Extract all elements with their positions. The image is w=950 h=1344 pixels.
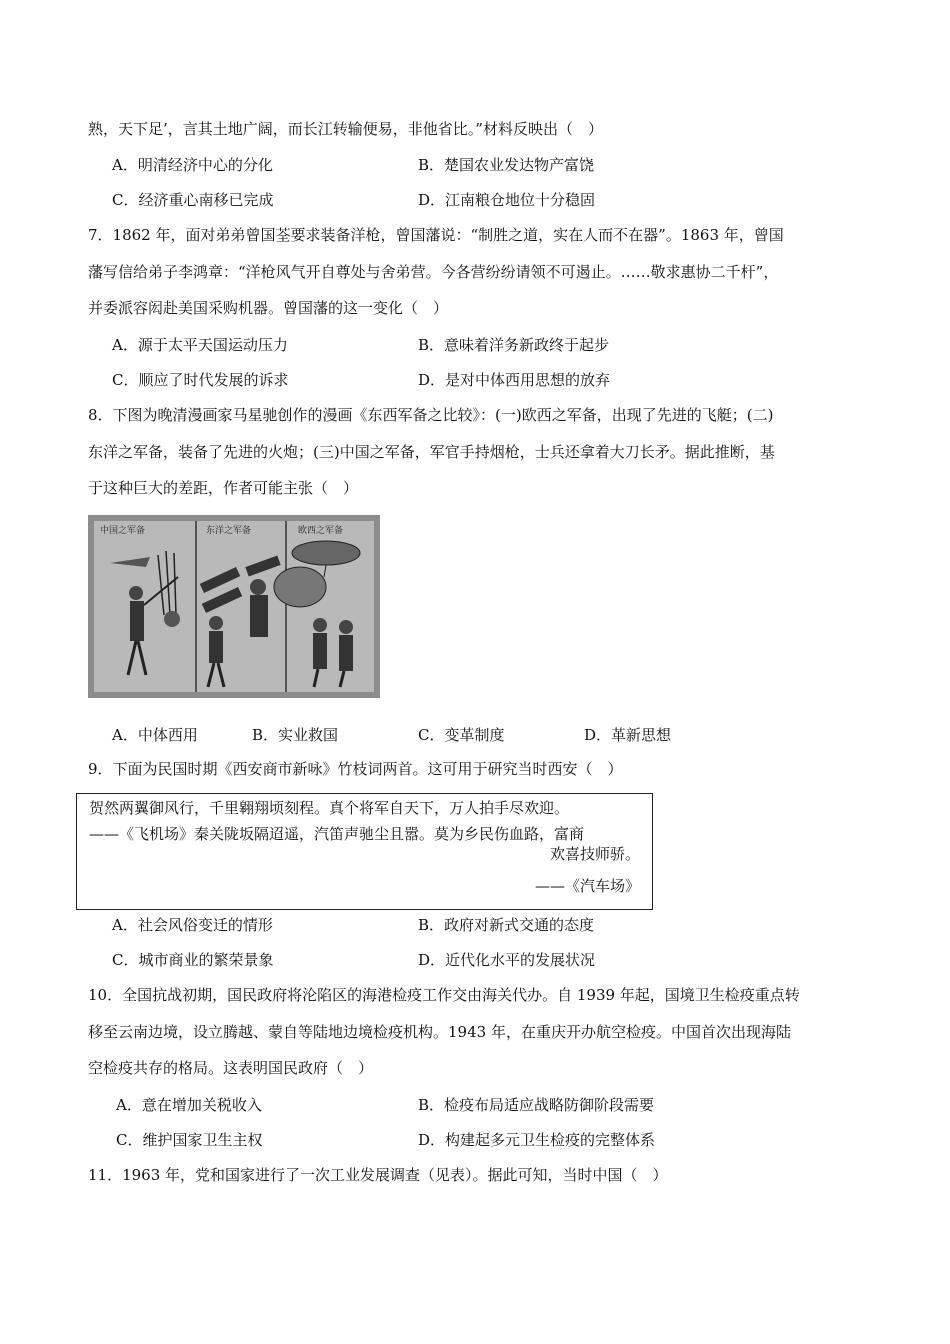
cartoon-caption-china: 中国之军备	[100, 526, 146, 536]
q6-option-a: A．明清经济中心的分化	[112, 156, 273, 174]
q9-text-line-1: 9．下面为民国时期《西安商市新咏》竹枝词两首。这可用于研究当时西安（ ）	[88, 760, 623, 778]
q7-option-d: D．是对中体西用思想的放弃	[418, 371, 611, 389]
q10-text-line-2: 移至云南边境，设立腾越、蒙自等陆地边境检疫机构。1943 年，在重庆开办航空检疫。中国首次出现海陆	[88, 1023, 791, 1041]
cartoon-caption-japan: 东洋之军备	[206, 526, 252, 536]
poem-box	[76, 793, 653, 910]
q8-option-d: D．革新思想	[584, 726, 672, 744]
cartoon-caption-west: 欧西之军备	[298, 526, 344, 536]
q11-text-line-1: 11．1963 年，党和国家进行了一次工业发展调查（见表）。据此可知，当时中国（ ）	[88, 1166, 668, 1184]
q9-option-b: B．政府对新式交通的态度	[418, 916, 595, 934]
q9-option-a: A．社会风俗变迁的情形	[112, 916, 273, 934]
q7-option-c: C．顺应了时代发展的诉求	[112, 371, 289, 389]
q10-option-b: B．检疫布局适应战略防御阶段需要	[418, 1096, 655, 1114]
q10-text-line-3: 空检疫共存的格局。这表明国民政府（ ）	[88, 1059, 374, 1077]
q8-option-a: A．中体西用	[112, 726, 198, 744]
q8-text-line-1: 8．下图为晚清漫画家马星驰创作的漫画《东西军备之比较》：(一)欧西之军备，出现了先进的飞艇；(二)	[88, 406, 774, 424]
q8-text-line-3: 于这种巨大的差距，作者可能主张（ ）	[88, 479, 359, 497]
q10-option-c: C．维护国家卫生主权	[116, 1131, 263, 1149]
poem-line-2: ——《飞机场》秦关陇坂隔迢遥，汽笛声驰尘且嚣。莫为乡民伤血路，富商	[89, 825, 585, 843]
q7-text-line-3: 并委派容闳赴美国采购机器。曾国藩的这一变化（ ）	[88, 299, 449, 317]
q7-text-line-2: 藩写信给弟子李鸿章：“洋枪风气开自尊处与舍弟营。今各营纷纷请领不可遏止。……敬求惠协二千杆”，	[88, 263, 779, 281]
q7-option-b: B．意味着洋务新政终于起步	[418, 336, 610, 354]
q9-option-d: D．近代化水平的发展状况	[418, 951, 596, 969]
q10-option-d: D．构建起多元卫生检疫的完整体系	[418, 1131, 656, 1149]
q7-option-a: A．源于太平天国运动压力	[112, 336, 288, 354]
q10-text-line-1: 10．全国抗战初期，国民政府将沦陷区的海港检疫工作交由海关代办。自 1939 年起，国境卫生检疫重点转	[88, 986, 800, 1004]
poem-line-4: ——《汽车场》	[534, 877, 640, 895]
q8-option-c: C．变革制度	[418, 726, 505, 744]
q9-option-c: C．城市商业的繁荣景象	[112, 951, 274, 969]
poem-line-3: 欢喜技师骄。	[549, 845, 640, 863]
q8-option-b: B．实业救国	[252, 726, 339, 744]
q6-option-d: D．江南粮仓地位十分稳固	[418, 191, 596, 209]
q6-option-b: B．楚国农业发达物产富饶	[418, 156, 595, 174]
cartoon-image	[88, 515, 380, 698]
q8-text-line-2: 东洋之军备，装备了先进的火炮；(三)中国之军备，军官手持烟枪，士兵还拿着大刀长矛。据此推断，基	[88, 443, 775, 461]
q6-text-line: 熟，天下足’，言其土地广阔，而长江转输便易，非他省比。”材料反映出（ ）	[88, 120, 603, 138]
q10-option-a: A．意在增加关税收入	[116, 1096, 262, 1114]
q6-option-c: C．经济重心南移已完成	[112, 191, 274, 209]
q7-text-line-1: 7．1862 年，面对弟弟曾国荃要求装备洋枪，曾国藩说：“制胜之道，实在人而不在器”。1863 年，曾国	[88, 226, 784, 244]
poem-line-1: 贺然两翼御风行，千里翱翔顷刻程。真个将军自天下，万人拍手尽欢迎。	[89, 799, 570, 817]
